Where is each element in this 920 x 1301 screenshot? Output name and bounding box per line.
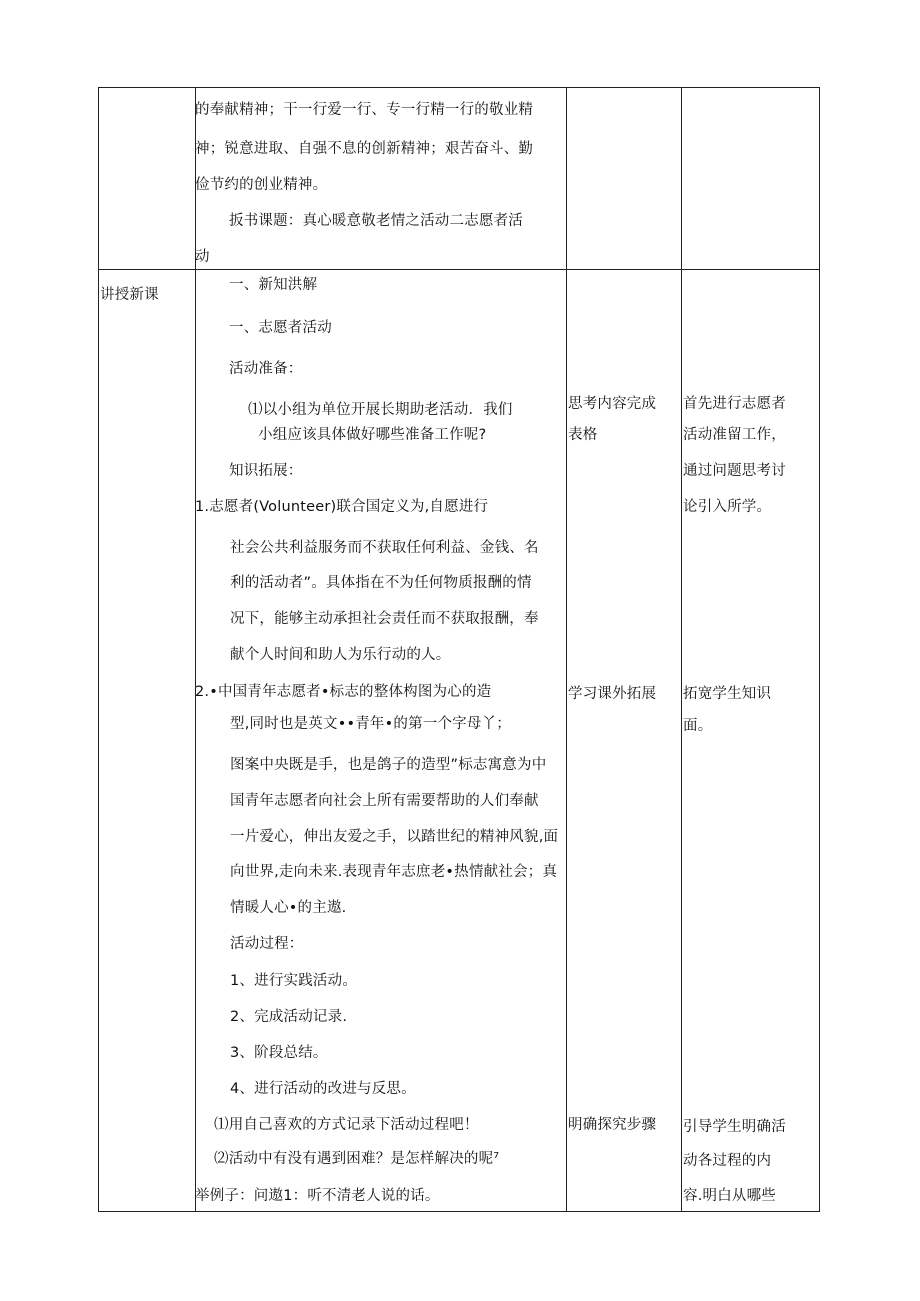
student-activity-text: 学习课外拓展 bbox=[568, 686, 657, 702]
row1-line: 俭节约的创业精神。 bbox=[195, 177, 328, 193]
content-heading: 一、新知洪解 bbox=[229, 277, 318, 293]
student-activity-text: 明确探究步骤 bbox=[568, 1117, 657, 1133]
content-line: 知识拓展： bbox=[229, 463, 303, 479]
content-line: 1.志愿者(Volunteer)联合国定义为,自愿进行 bbox=[195, 499, 489, 515]
content-line: 型,同时也是英文••青年•的第一个字母丫； bbox=[230, 716, 511, 732]
content-line: ⑴用自己喜欢的方式记录下活动过程吧！ bbox=[214, 1117, 479, 1133]
content-line: 利的活动者”。具体指在不为任何物质报酬的情 bbox=[230, 575, 532, 591]
content-line: 活动过程： bbox=[230, 936, 304, 952]
student-activity-text: 表格 bbox=[568, 427, 598, 443]
row1-line: 动 bbox=[195, 249, 210, 265]
column-divider-3 bbox=[681, 88, 682, 1211]
row1-line: 神；锐意进取、自强不息的创新精神；艰苦奋斗、勤 bbox=[195, 141, 534, 157]
content-line: 3、阶段总结。 bbox=[230, 1045, 328, 1061]
content-line: 社会公共利益服务而不获取任何利益、金钱、名 bbox=[230, 540, 539, 556]
content-line: 一片爱心，伸出友爱之手，以踏世纪的精神风貌,面 bbox=[230, 829, 559, 845]
content-line: 4、进行活动的改进与反思。 bbox=[230, 1081, 416, 1097]
content-line: ⑵活动中有没有遇到困难？是怎样解决的呢⁷ bbox=[214, 1151, 500, 1167]
design-intent-text: 容.明白从哪些 bbox=[683, 1188, 777, 1204]
content-line: 向世界,走向未来.表现青年志庶老•热情献社会；真 bbox=[230, 864, 558, 880]
design-intent-text: 论引入所学。 bbox=[683, 499, 772, 515]
design-intent-text: 拓宽学生知识 bbox=[683, 686, 772, 702]
content-line: 1、进行实践活动。 bbox=[230, 973, 358, 989]
content-heading: 一、志愿者活动 bbox=[229, 320, 332, 336]
design-intent-text: 活动准留工作， bbox=[683, 427, 786, 443]
content-line: 情暖人心•的主遨. bbox=[230, 900, 347, 916]
content-line: 举例子：问遨1：听不清老人说的话。 bbox=[195, 1188, 440, 1204]
student-activity-text: 思考内容完成 bbox=[568, 396, 657, 412]
design-intent-text: 面。 bbox=[683, 718, 713, 734]
design-intent-text: 通过问题思考讨 bbox=[683, 463, 786, 479]
design-intent-text: 首先进行志愿者 bbox=[683, 396, 786, 412]
design-intent-text: 引导学生明确活 bbox=[683, 1119, 786, 1135]
content-line: 国青年志愿者向社会上所有需要帮助的人们奉献 bbox=[230, 793, 539, 809]
content-line: 献个人时间和助人为乐行动的人。 bbox=[230, 647, 451, 663]
content-line: 小组应该具体做好哪些准备工作呢? bbox=[258, 427, 487, 443]
section-label: 讲授新课 bbox=[100, 287, 159, 303]
column-divider-2 bbox=[566, 88, 567, 1211]
design-intent-text: 动各过程的内 bbox=[683, 1153, 772, 1169]
row1-line: 的奉献精神；干一行爱一行、专一行精一行的敬业精 bbox=[195, 102, 534, 118]
content-line: ⑴以小组为单位开展长期助老活动．我们 bbox=[248, 402, 513, 418]
row-divider bbox=[99, 269, 819, 270]
content-line: 2.•中国青年志愿者•标志的整体构图为心的造 bbox=[195, 684, 492, 700]
content-line: 况下，能够主动承担社会责任而不获取报酬，奉 bbox=[230, 611, 539, 627]
content-line: 图案中央既是手，也是鸽子的造型”标志寓意为中 bbox=[230, 757, 547, 773]
content-line: 活动准备： bbox=[229, 361, 303, 377]
content-line: 2、完成活动记录. bbox=[230, 1009, 348, 1025]
blackboard-title: 扳书课题：真心暖意敬老情之活动二志愿者活 bbox=[229, 213, 523, 229]
